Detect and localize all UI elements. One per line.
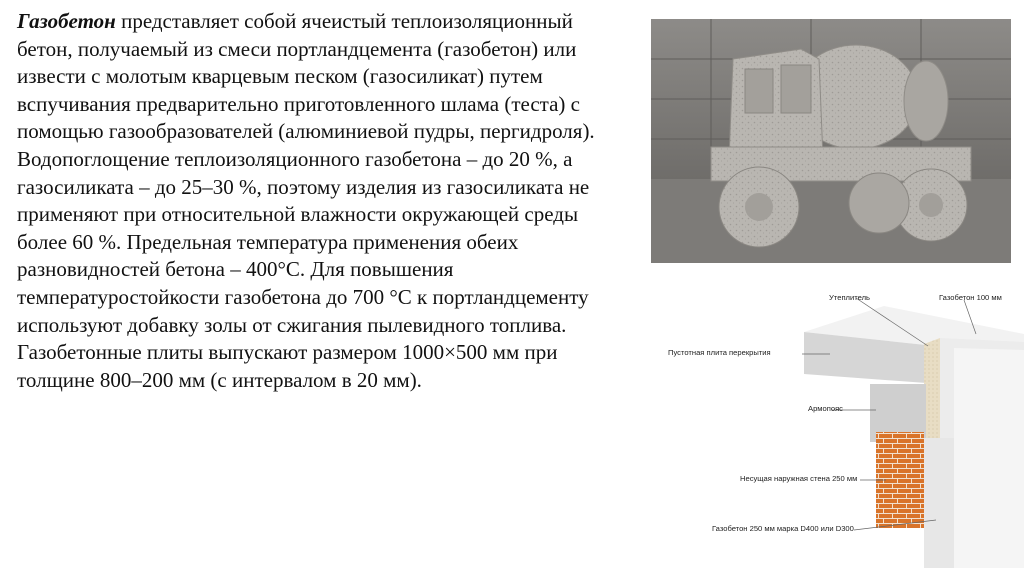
wall-section-diagram [624, 288, 1024, 568]
label-aerated-100: Газобетон 100 мм [939, 293, 1002, 302]
body-text [17, 8, 617, 394]
concrete-truck-illustration [651, 19, 1011, 263]
paragraph-1 [17, 8, 617, 339]
paragraph-2: Газобетонные плиты выпускают размером 1000×500 мм при толщине 800–200 мм (с интервалом в 20 мм). [17, 340, 558, 392]
lead-term: Газобетон [17, 9, 116, 33]
label-insulation: Утеплитель [829, 293, 870, 302]
label-armopoyas: Армопояс [808, 404, 843, 413]
paragraph-1-text: представляет собой ячеистый теплоизоляционный бетон, получаемый из смеси портландцемента (газобетон) или извести с молотым кварцевым песком (газосиликат) путем вспучивания предварительно приготовленного шлама (теста) с помощью газообразователей (алюминиевой пудры, пергидроля). Водопоглощение теплоизоляционного газобетона – до 20 %, а газосиликата – до 25–30 %, поэтому изделия из газосиликата не применяют при относительной влажности окружающей среды более 60 %. Предельная температура применения обеих разновидностей бетона – 400°С. Для повышения температуростойкости газобетона до 700 °С к портландцементу используют добавку золы от сжигания пылевидного топлива. [17, 9, 595, 337]
label-hollow-slab: Пустотная плита перекрытия [668, 348, 771, 357]
label-aerated-250: Газобетон 250 мм марка D400 или D300 [712, 524, 854, 533]
label-bearing-wall: Несущая наружная стена 250 мм [740, 474, 858, 483]
concrete-truck-photo [651, 19, 1011, 263]
